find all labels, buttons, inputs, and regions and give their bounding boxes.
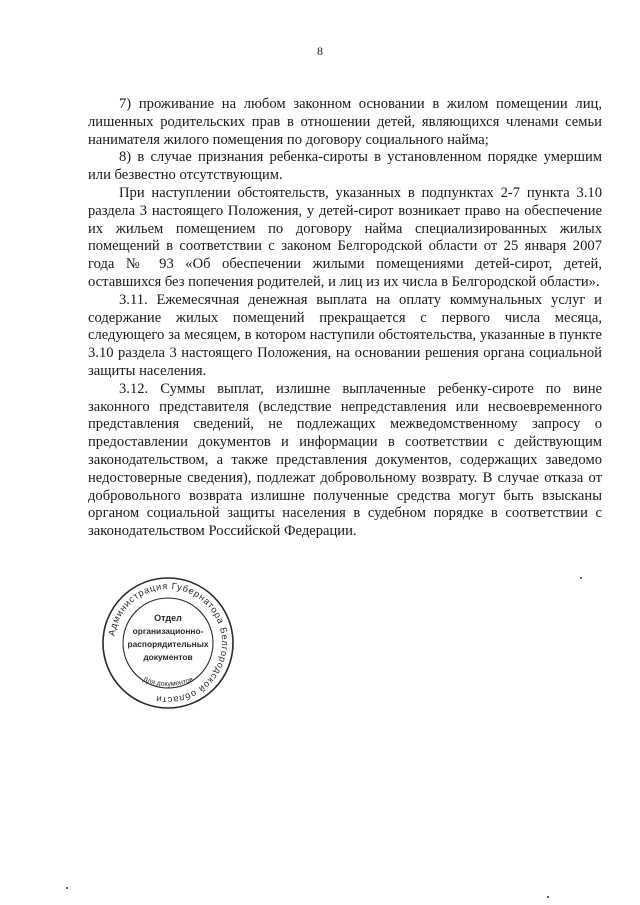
paragraph-3-11: 3.11. Ежемесячная денежная выплата на оплату коммунальных услуг и содержание жилых помещений прекращается с первого числа месяца, следующего за месяцем, в котором наступили обстоятельства, указанные в пункте 3.10 раздела 3 настоящего Положения, на основании решения органа социальной защиты населения.	[88, 291, 602, 379]
scan-speck	[580, 577, 582, 579]
svg-text:Для документов	[142, 676, 195, 688]
paragraph-housing-right: При наступлении обстоятельств, указанных в подпунктах 2-7 пункта 3.10 раздела 3 настоящего Положения, у детей-сирот возникает право на обеспечение их жильем помещением по договору найма специализированных жилых помещений в соответствии с законом Белгородской области от 25 января 2007 года № 93 «Об обеспечении жилыми помещениями детей-сирот, детей, оставшихся без попечения родителей, и лиц из их числа в Белгородской области».	[88, 184, 602, 290]
stamp-bottom-text: Для документов	[141, 676, 195, 689]
official-stamp	[101, 576, 235, 710]
scan-speck	[547, 896, 549, 898]
stamp-inner-line-4: документов	[143, 652, 193, 662]
document-body	[88, 96, 602, 541]
page-number: 8	[317, 44, 323, 58]
paragraph-3-12: 3.12. Суммы выплат, излишне выплаченные ребенку-сироте по вине законного представителя (вследствие непредставления или несвоевременного представления сведений, не подлежащих межведомственному запросу о предоставлении документов и информации в соответствии с действующим законодательством, а также представления документов, содержащих заведомо недостоверные сведения), подлежат добровольному возврату. В случае отказа от добровольного возврата излишне полученные средства могут быть взысканы органом социальной защиты населения в судебном порядке в соответствии с законодательством Российской Федерации.	[88, 380, 602, 540]
scan-speck	[66, 887, 68, 889]
stamp-inner-line-1: Отдел	[154, 613, 182, 623]
stamp-seal	[101, 576, 235, 710]
paragraph-item-8: 8) в случае признания ребенка-сироты в установленном порядке умершим или безвестно отсутствующим.	[88, 149, 602, 184]
stamp-inner-line-3: распорядительных	[127, 639, 209, 649]
stamp-inner-line-2: организационно-	[132, 626, 204, 636]
stamp-ring-text: Администрация Губернатора Белгородской области	[106, 580, 231, 706]
paragraph-item-7: 7) проживание на любом законном основании в жилом помещении лиц, лишенных родительских прав в отношении детей, являющихся членами семьи нанимателя жилого помещения по договору социального найма;	[88, 96, 602, 148]
